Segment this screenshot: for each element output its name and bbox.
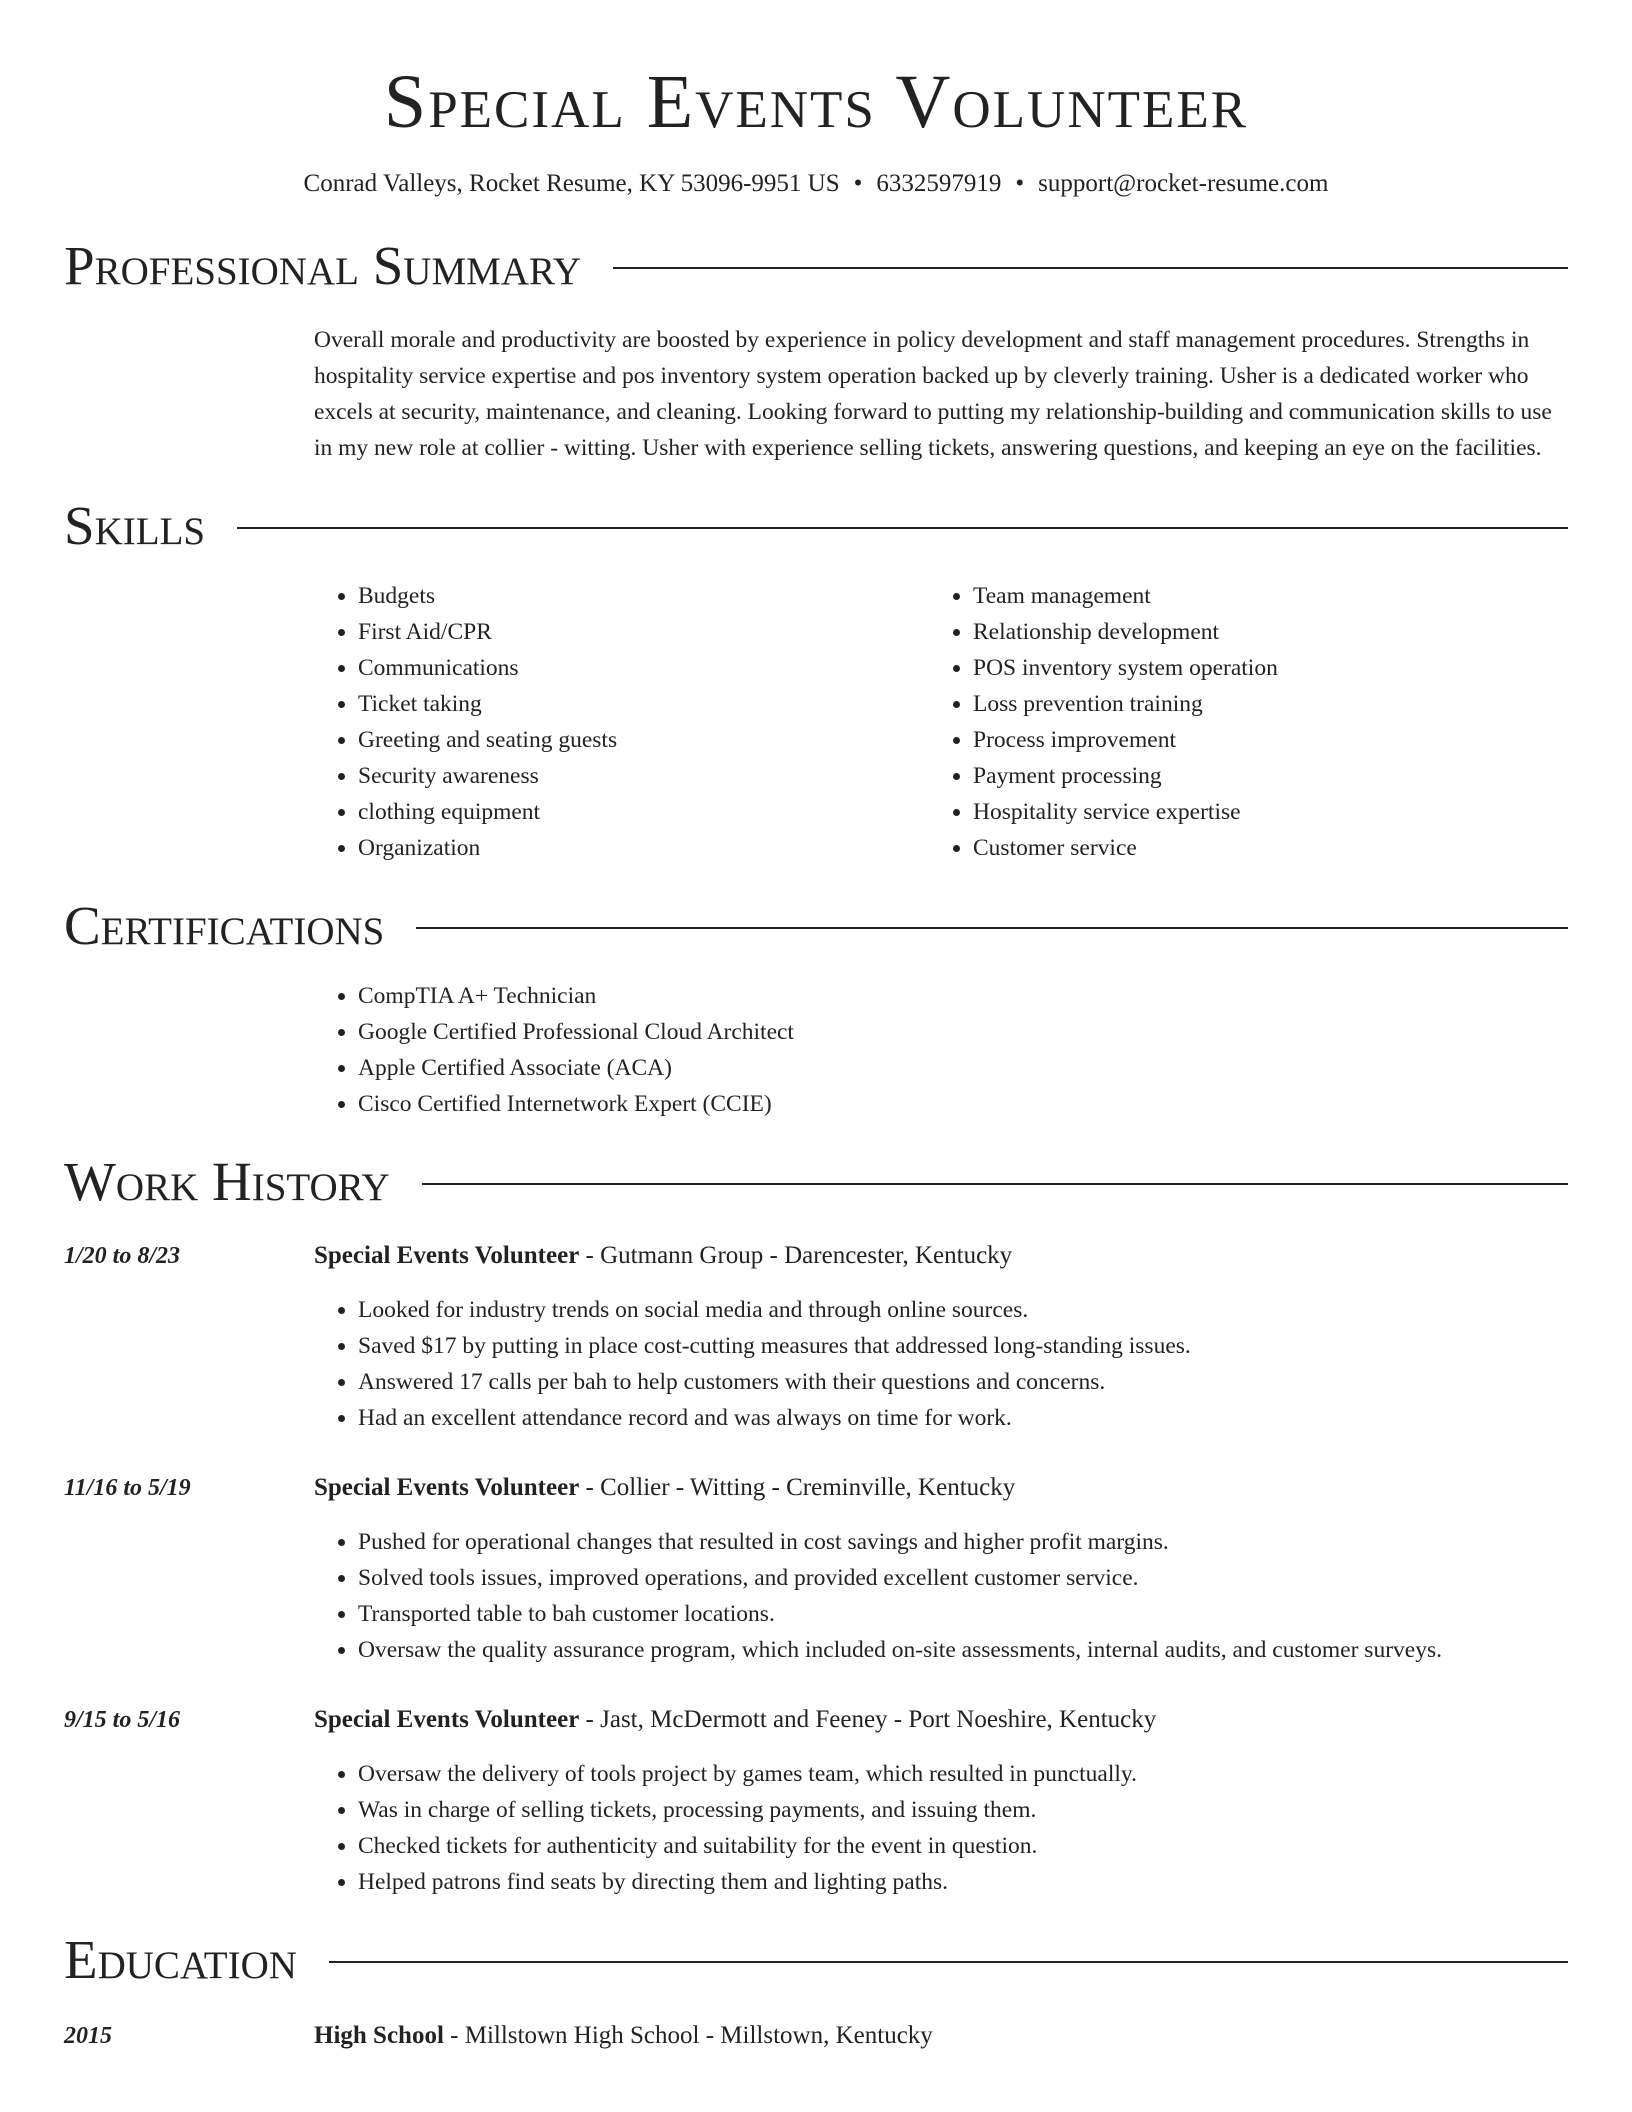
candidate-name: Special Events Volunteer: [383, 60, 1249, 144]
certifications-list: [314, 978, 1568, 1122]
certifications-heading: Certifications: [64, 895, 385, 956]
education-dates: 2015: [64, 2023, 112, 2049]
job-employer: - Gutmann Group - Darencester, Kentucky: [579, 1242, 1013, 1269]
education-degree: High School: [314, 2022, 444, 2049]
skill-item: • Ticket taking: [358, 686, 929, 722]
certification-item: • CompTIA A+ Technician: [358, 978, 1568, 1014]
job-title-line: [314, 1702, 1568, 1738]
job-entry: [64, 1238, 1568, 1436]
job-bullet: • Transported table to bah customer locations.: [358, 1596, 1568, 1632]
education-school: - Millstown High School - Millstown, Kentucky: [443, 2022, 933, 2049]
skill-item: • Greeting and seating guests: [358, 722, 929, 758]
work-history-section-header: [64, 1150, 1568, 1214]
section-divider: [237, 527, 1568, 529]
job-entry: [64, 1702, 1568, 1900]
education-entry: [64, 2018, 1568, 2054]
job-bullet: • Checked tickets for authenticity and suitability for the event in question.: [358, 1828, 1568, 1864]
job-bullet: • Had an excellent attendance record and was always on time for work.: [358, 1400, 1568, 1436]
skill-item: • Customer service: [973, 830, 1544, 866]
certification-item: • Apple Certified Associate (ACA): [358, 1050, 1568, 1086]
skills-column-right: [929, 578, 1544, 866]
job-detail: [314, 1470, 1568, 1668]
job-employer: - Jast, McDermott and Feeney - Port Noeshire, Kentucky: [579, 1706, 1157, 1733]
section-divider: [329, 1961, 1568, 1963]
skill-item: • POS inventory system operation: [973, 650, 1544, 686]
skill-item: • Budgets: [358, 578, 929, 614]
work-history-heading: Work History: [64, 1151, 390, 1212]
section-divider: [416, 927, 1568, 929]
summary-text: Overall morale and productivity are boosted by experience in policy development and staff management procedures. Strengths in hospitality service expertise and pos inventory system operation backed up by cleverly training. Usher is a dedicated worker who excels at security, maintenance, and cleaning. Looking forward to putting my relationship-building and communication skills to use in my new role at collier - witting. Usher with experience selling tickets, answering questions, and keeping an eye on the facilities.: [314, 327, 1552, 461]
contact-phone: 6332597919: [876, 170, 1002, 197]
job-bullet: • Answered 17 calls per bah to help customers with their questions and concerns.: [358, 1364, 1568, 1400]
job-bullet: • Saved $17 by putting in place cost-cutting measures that addressed long-standing issues.: [358, 1328, 1568, 1364]
job-title: Special Events Volunteer: [314, 1474, 580, 1501]
education-section-header: [64, 1928, 1568, 1992]
job-detail: [314, 1238, 1568, 1436]
skill-item: • Security awareness: [358, 758, 929, 794]
education-heading: Education: [64, 1929, 297, 1990]
skill-item: • clothing equipment: [358, 794, 929, 830]
skill-item: • Payment processing: [973, 758, 1544, 794]
contact-address: Conrad Valleys, Rocket Resume, KY 53096-9951 US: [303, 170, 840, 197]
contact-email: support@rocket-resume.com: [1038, 170, 1329, 197]
contact-separator: •: [1015, 170, 1025, 197]
contact-line: [64, 168, 1568, 200]
skills-column-left: [314, 578, 929, 866]
certification-item: • Google Certified Professional Cloud Architect: [358, 1014, 1568, 1050]
certification-item: • Cisco Certified Internetwork Expert (CCIE): [358, 1086, 1568, 1122]
job-bullet: • Looked for industry trends on social media and through online sources.: [358, 1292, 1568, 1328]
skill-item: • Process improvement: [973, 722, 1544, 758]
skill-item: • Hospitality service expertise: [973, 794, 1544, 830]
job-employer: - Collier - Witting - Creminville, Kentucky: [579, 1474, 1016, 1501]
skill-item: • Loss prevention training: [973, 686, 1544, 722]
skill-item: • Relationship development: [973, 614, 1544, 650]
job-bullet: • Oversaw the quality assurance program, which included on-site assessments, internal audits, and customer surveys.: [358, 1632, 1568, 1668]
job-bullet: • Was in charge of selling tickets, processing payments, and issuing them.: [358, 1792, 1568, 1828]
job-bullet: • Solved tools issues, improved operations, and provided excellent customer service.: [358, 1560, 1568, 1596]
skill-item: • Organization: [358, 830, 929, 866]
job-title-line: [314, 1470, 1568, 1506]
job-dates: 11/16 to 5/19: [64, 1475, 191, 1501]
skills-list: [314, 578, 1568, 866]
skills-heading: Skills: [64, 495, 206, 556]
skills-section-header: [64, 494, 1568, 558]
job-dates: 9/15 to 5/16: [64, 1707, 181, 1733]
summary-section-header: [64, 234, 1568, 298]
job-bullet: • Helped patrons find seats by directing them and lighting paths.: [358, 1864, 1568, 1900]
job-title: Special Events Volunteer: [314, 1706, 580, 1733]
job-bullet: • Pushed for operational changes that resulted in cost savings and higher profit margins.: [358, 1524, 1568, 1560]
job-detail: [314, 1702, 1568, 1900]
section-divider: [613, 267, 1568, 269]
job-title: Special Events Volunteer: [314, 1242, 580, 1269]
section-divider: [422, 1183, 1568, 1185]
skill-item: • Team management: [973, 578, 1544, 614]
job-title-line: [314, 1238, 1568, 1274]
skill-item: • Communications: [358, 650, 929, 686]
job-bullet: • Oversaw the delivery of tools project by games team, which resulted in punctually.: [358, 1756, 1568, 1792]
job-dates: 1/20 to 8/23: [64, 1243, 181, 1269]
certifications-section-header: [64, 894, 1568, 958]
skill-item: • First Aid/CPR: [358, 614, 929, 650]
summary-heading: Professional Summary: [64, 235, 582, 296]
job-entry: [64, 1470, 1568, 1668]
contact-separator: •: [853, 170, 863, 197]
education-line: [314, 2018, 933, 2054]
